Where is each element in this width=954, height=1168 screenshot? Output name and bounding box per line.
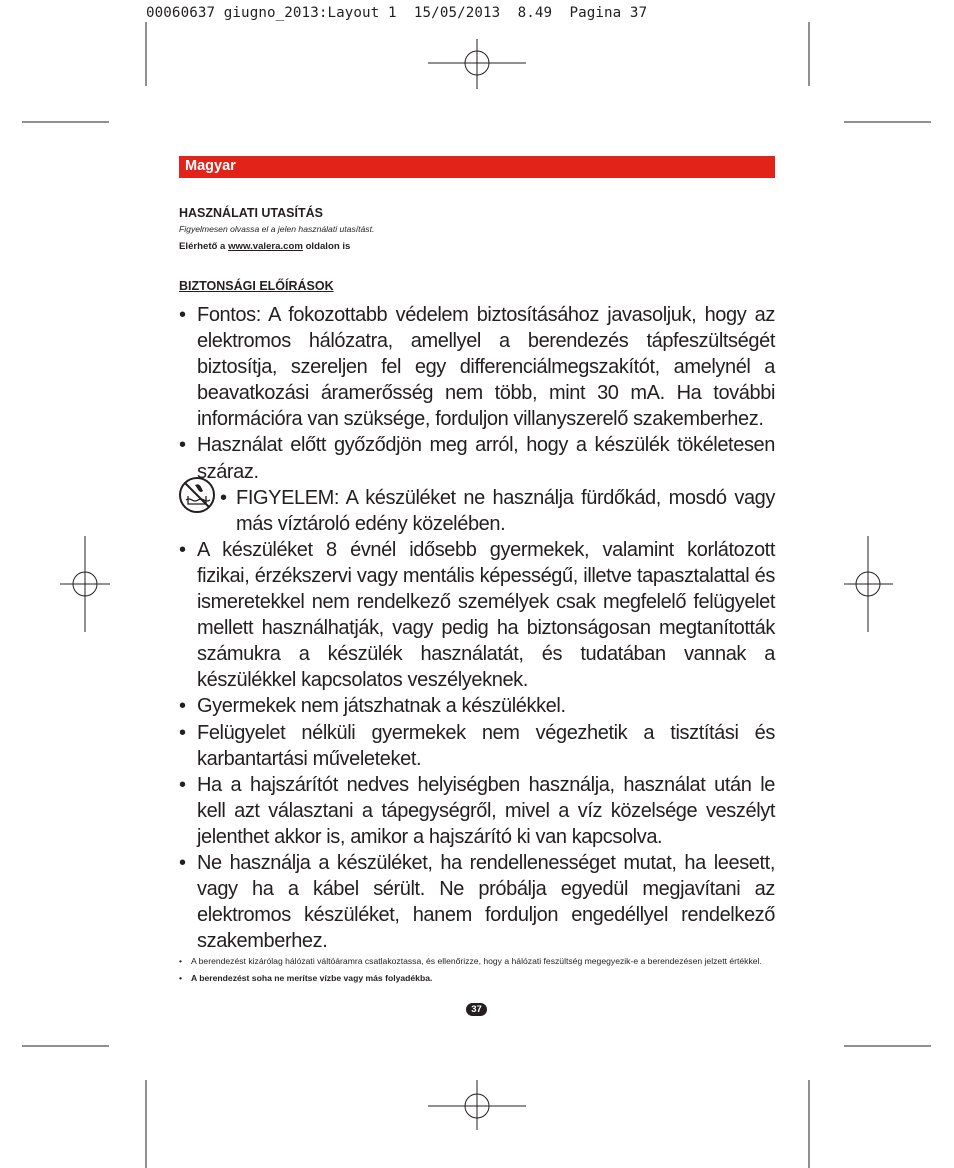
safety-heading: BIZTONSÁGI ELŐÍRÁSOK <box>179 279 334 293</box>
list-item-text: Használat előtt győződjön meg arról, hogy a készülék tökéletesen száraz. <box>197 434 775 483</box>
warning-item <box>179 485 775 537</box>
bullet: • <box>179 695 186 718</box>
bullet: • <box>179 972 183 983</box>
footnote-item <box>179 955 775 968</box>
bullet: • <box>179 773 186 796</box>
list-item <box>179 432 775 484</box>
language-bar <box>179 156 775 178</box>
bullet: • <box>179 434 186 457</box>
registration-mark-left <box>60 536 110 632</box>
list-item <box>179 772 775 850</box>
availability-suffix: oldalon is <box>302 241 351 252</box>
footnote-text: A berendezést kizárólag hálózati váltóáramra csatlakoztassa, és ellenőrizze, hogy a hálózati feszültség megegyezik-e a berendezésen jelzett értékkel. <box>191 956 762 966</box>
bullet: • <box>179 851 186 874</box>
section-heading: HASZNÁLATI UTASÍTÁS <box>179 206 323 220</box>
bullet: • <box>179 721 186 744</box>
list-item <box>179 537 775 694</box>
list-item-text: A készüléket 8 évnél idősebb gyermekek, valamint korlátozott fizikai, érzékszervi vagy mentális képességű, illetve tapasztalattal és ismeretekkel nem rendelkező személyek csak megfelelő felügyelet mellett használhatják, vagy pedig ha biztonságosan megtanították számukra a készülék használatát, és tudatában vannak a készülékkel kapcsolatos veszélyeknek. <box>197 538 775 692</box>
list-item <box>179 302 775 432</box>
section-subheading: Figyelmesen olvassa el a jelen használati utasítást. <box>179 224 375 234</box>
list-item-text: Ne használja a készüléket, ha rendellenességet mutat, ha leesett, vagy ha a kábel sérült. Ne próbálja egyedül megjavítani az elektromos készüléket, hanem forduljon engedéllyel rendelkező szakemberhez. <box>197 851 775 953</box>
language-label: Magyar <box>185 158 236 174</box>
list-item-text: Gyermekek nem játszhatnak a készülékkel. <box>197 695 566 718</box>
website-link[interactable]: www.valera.com <box>228 241 303 252</box>
registration-mark-right <box>844 536 893 632</box>
list-item-text: Felügyelet nélküli gyermekek nem végezhetik a tisztítási és karbantartási műveleteket. <box>197 721 775 770</box>
list-item <box>179 693 775 719</box>
bullet: • <box>179 304 186 326</box>
footnote-item <box>179 972 775 985</box>
print-slug: 00060637 giugno_2013:Layout 1 15/05/2013 8.49 Pagina 37 <box>146 5 648 21</box>
list-item-text: Ha a hajszárítót nedves helyiségben használja, használat után le kell azt választani a tápegységről, mivel a víz közelsége veszélyt jelenthet akkor is, amikor a hajszárító ki van kapcsolva. <box>197 773 775 848</box>
warning-text: FIGYELEM: A készüléket ne használja fürdőkád, mosdó vagy más víztároló edény közelében. <box>236 486 775 535</box>
footnote-list <box>179 955 775 984</box>
safety-list <box>179 302 775 954</box>
footnote-text: A berendezést soha ne merítse vízbe vagy más folyadékba. <box>191 972 433 983</box>
no-water-icon <box>178 476 216 514</box>
availability-line <box>179 241 350 252</box>
list-item <box>179 850 775 954</box>
list-item <box>179 720 775 772</box>
availability-prefix: Elérhető a <box>179 241 229 252</box>
bullet: • <box>220 486 227 509</box>
registration-mark-top <box>428 39 526 89</box>
registration-mark-bottom <box>428 1080 526 1130</box>
bullet: • <box>179 956 183 966</box>
list-item-text: Fontos: A fokozottabb védelem biztosításához javasoljuk, hogy az elektromos hálózatra, amellyel a berendezés tápfeszültségét biztosítja, szereljen fel egy differenciálmegszakítót, amelynél a beavatkozási áramerősség nem több, mint 30 mA. Ha további információra van szüksége, forduljon villanyszerelő szakemberhez. <box>197 304 775 431</box>
bullet: • <box>179 538 186 561</box>
page-number: 37 <box>466 1003 487 1016</box>
